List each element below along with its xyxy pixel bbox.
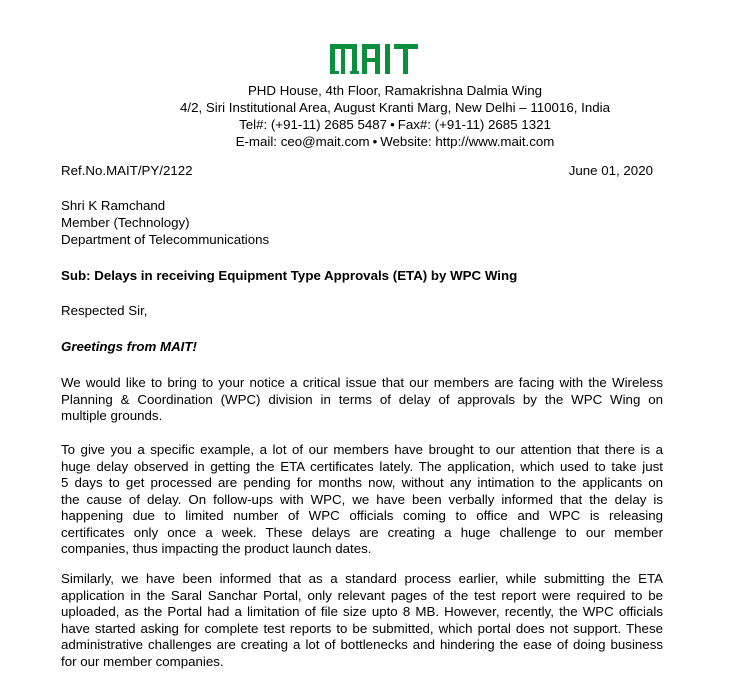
letterhead-address-line1: PHD House, 4th Floor, Ramakrishna Dalmia Wing — [247, 83, 543, 98]
recipient-name: Shri K Ramchand — [61, 198, 166, 213]
letterhead-address-line2: 4/2, Siri Institutional Area, August Kranti Marg, New Delhi – 110016, India — [180, 100, 610, 115]
letterhead-website: Website: http://www.mait.com — [380, 134, 555, 149]
greeting: Greetings from MAIT! — [61, 339, 197, 354]
reference-number: Ref.No.MAIT/PY/2122 — [61, 163, 193, 178]
letterhead-email: E-mail: ceo@mait.com — [235, 134, 370, 149]
letterhead-fax: Fax#: (+91-11) 2685 1321 — [397, 117, 551, 132]
paragraph-line: huge delay observed in getting the ETA certificates lately. The application, which used to take just — [61, 458, 663, 474]
bullet-separator: • — [372, 134, 378, 149]
paragraph-line: To give you a specific example, a lot of our members have brought to our attention that there is a — [61, 442, 663, 457]
recipient-department: Department of Telecommunications — [61, 232, 270, 247]
subject-line: Sub: Delays in receiving Equipment Type Approvals (ETA) by WPC Wing — [61, 268, 518, 283]
paragraph-line: application in the Saral Sanchar Portal, only relevant pages of the test report were required to be — [61, 587, 663, 603]
body-paragraph-2 — [61, 442, 663, 558]
paragraph-line: 5 days to get processed are pending for months now, without any intimation to the applicants on — [61, 475, 663, 490]
paragraph-line: companies, thus impacting the product launch dates. — [61, 541, 372, 556]
paragraph-line: for our member companies. — [61, 653, 224, 669]
paragraph-line: Planning & Coordination (WPC) division in terms of delay of approvals by the WPC Wing on — [61, 391, 663, 407]
paragraph-line: administrative challenges are creating a lot of bottlenecks and hindering the ease of doing business — [61, 637, 663, 652]
paragraph-line: Similarly, we have been informed that as a standard process earlier, while submitting the ETA — [61, 571, 663, 586]
mait-logo — [328, 38, 420, 76]
letterhead-contact-phone — [0, 116, 735, 133]
paragraph-line: certificates only once a week. These delays are creating a huge challenge to our member — [61, 524, 663, 540]
paragraph-line: We would like to bring to your notice a critical issue that our members are facing with the Wireless — [61, 375, 663, 390]
letter-date: June 01, 2020 — [568, 163, 653, 178]
letterhead-tel: Tel#: (+91-11) 2685 5487 — [239, 117, 388, 132]
mait-logo-mark — [328, 38, 420, 76]
paragraph-line: multiple grounds. — [61, 408, 163, 423]
paragraph-line: happening due to limited number of WPC officials coming to office and WPC is releasing — [61, 508, 663, 523]
letterhead-contact-web — [0, 133, 735, 150]
bullet-separator: • — [390, 117, 395, 132]
body-paragraph-3 — [61, 571, 663, 670]
body-paragraph-1 — [61, 375, 663, 425]
paragraph-line: have started asking for complete test reports to be submitted, which portal does not support. These — [61, 620, 663, 636]
recipient-designation: Member (Technology) — [61, 215, 190, 230]
paragraph-line: uploaded, as the Portal had a limitation of file size upto 8 MB. However, recently, the WPC officials — [61, 604, 663, 619]
paragraph-line: the cause of delay. On follow-ups with WPC, we have been verbally informed that the delay is — [61, 491, 663, 507]
salutation: Respected Sir, — [61, 303, 148, 318]
